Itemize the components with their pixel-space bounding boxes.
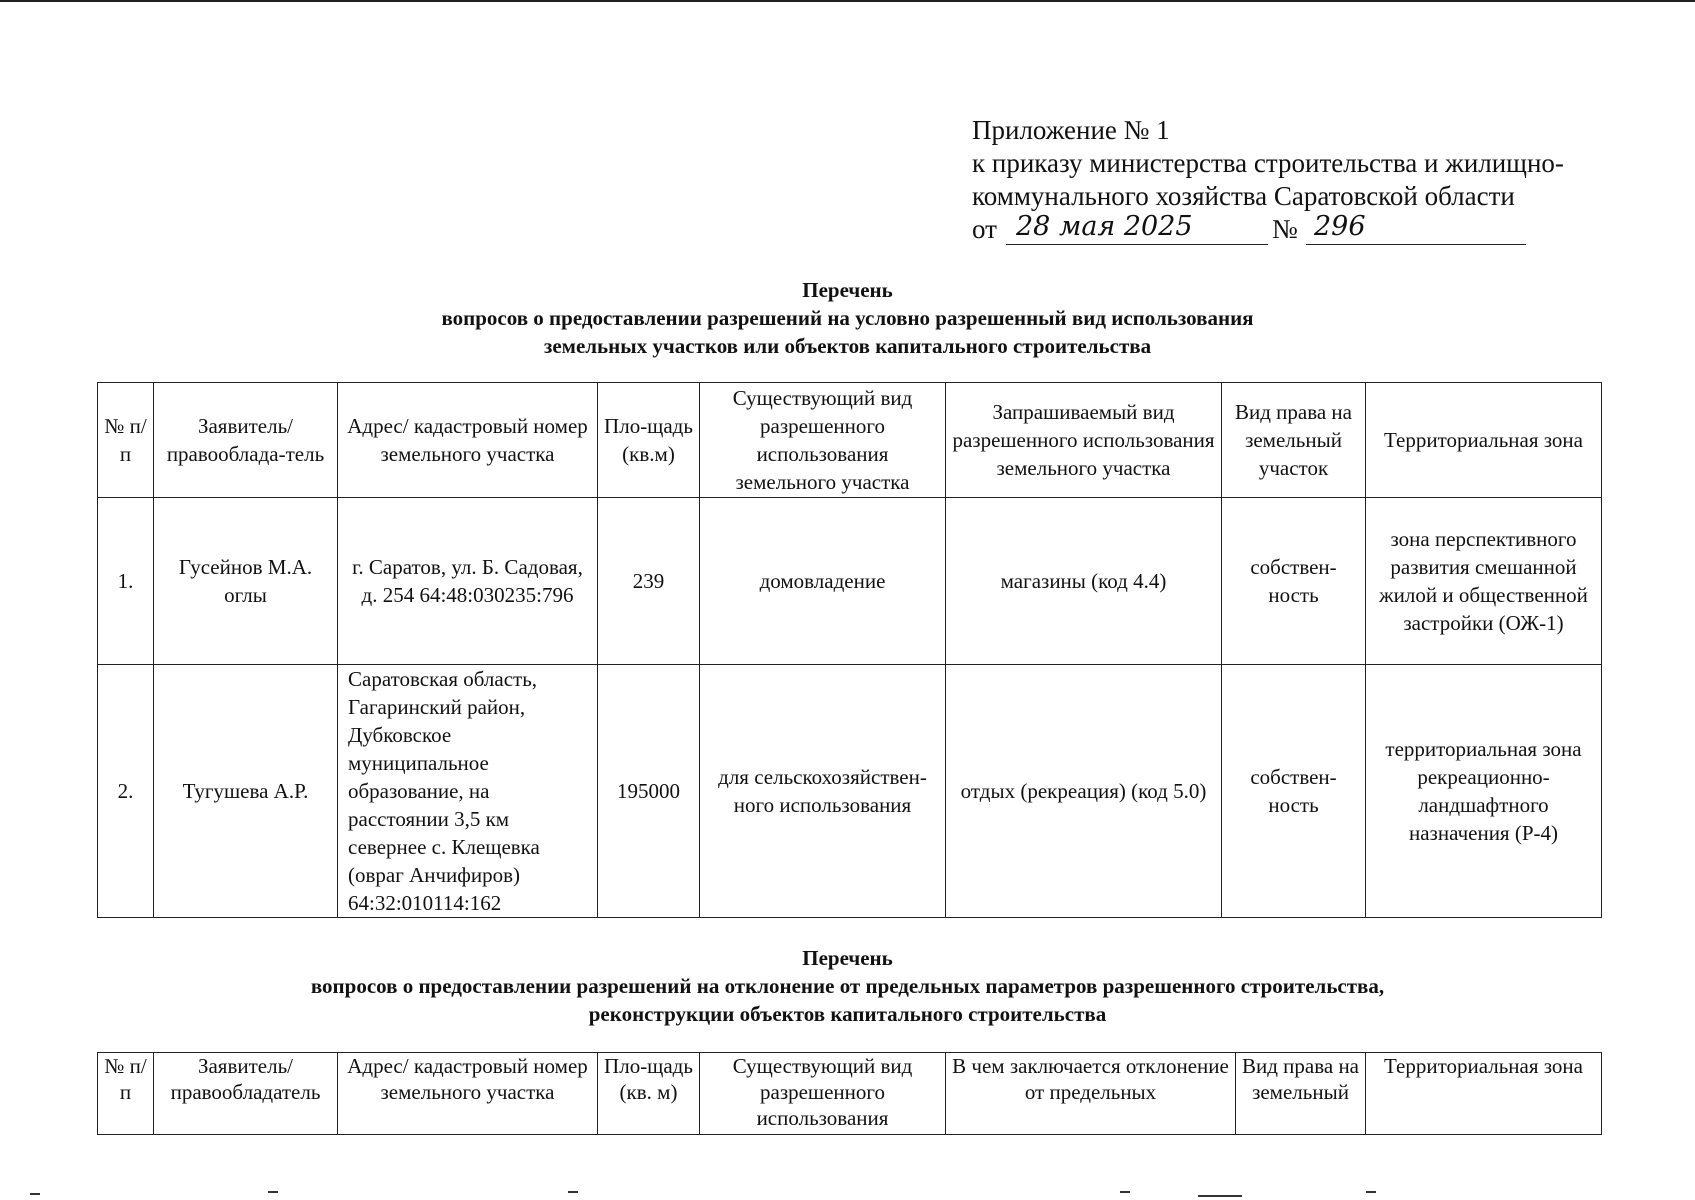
row-area: 195000 [598, 665, 700, 918]
row-address: Саратовская область, Гагаринский район, Дубковское муниципальное образование, на расстоянии 3,5 км севернее с. Клещевка (овраг Анчифиров) 64:32:010114:162 [338, 665, 598, 918]
header-number: № п/п [98, 383, 154, 498]
deviation-table [97, 1052, 1602, 1135]
number-prefix: № [1272, 214, 1298, 244]
scan-artifact [1366, 1191, 1376, 1193]
row-right-type: собствен-ность [1222, 498, 1366, 665]
annex-date-number-row [972, 213, 1632, 249]
section1-subtitle-line1: вопросов о предоставлении разрешений на условно разрешенный вид использования [441, 306, 1254, 330]
header-existing-use: Существующий вид разрешенного использования земельного участка [700, 383, 946, 498]
scan-artifact [30, 1193, 40, 1195]
date-prefix: от [972, 214, 997, 244]
section1-title: Перечень [802, 278, 893, 302]
header-applicant: Заявитель/ правообладатель [154, 1053, 338, 1135]
row-requested-use: магазины (код 4.4) [946, 498, 1222, 665]
row-existing-use: для сельскохозяйствен-ного использования [700, 665, 946, 918]
header-number: № п/п [98, 1053, 154, 1135]
row-address: г. Саратов, ул. Б. Садовая, д. 254 64:48:030235:796 [338, 498, 598, 665]
row-zone: территориальная зона рекреационно-ландшафтного назначения (Р-4) [1366, 665, 1602, 918]
row-applicant: Тугушева А.Р. [154, 665, 338, 918]
row-right-type: собствен-ность [1222, 665, 1366, 918]
table-row [98, 665, 1602, 918]
section1-subtitle-line2: земельных участков или объектов капитального строительства [543, 334, 1152, 358]
header-area: Пло-щадь (кв.м) [598, 383, 700, 498]
section2-heading [0, 944, 1695, 1028]
handwritten-number: 296 [1306, 213, 1526, 245]
section2-subtitle-line2: реконструкции объектов капитального строительства [588, 1002, 1107, 1026]
conditional-use-table [97, 382, 1602, 918]
header-zone: Территориальная зона [1366, 383, 1602, 498]
annex-order-line2: коммунального хозяйства Саратовской области [972, 181, 1515, 211]
header-address: Адрес/ кадастровый номер земельного участка [338, 1053, 598, 1135]
header-applicant: Заявитель/ правооблада-тель [154, 383, 338, 498]
header-deviation: В чем заключается отклонение от предельных [946, 1053, 1236, 1135]
row-number: 2. [98, 665, 154, 918]
header-requested-use: Запрашиваемый вид разрешенного использования земельного участка [946, 383, 1222, 498]
table-row [98, 498, 1602, 665]
header-right-type: Вид права на земельный участок [1222, 383, 1366, 498]
header-existing-use: Существующий вид разрешенного использования [700, 1053, 946, 1135]
annex-order-line1: к приказу министерства строительства и жилищно- [972, 148, 1564, 178]
handwritten-date: 28 мая 2025 [1006, 213, 1268, 245]
table-header-row [98, 1053, 1602, 1135]
scan-artifact [568, 1191, 578, 1193]
row-number: 1. [98, 498, 154, 665]
row-area: 239 [598, 498, 700, 665]
scan-artifact [268, 1191, 278, 1193]
annex-block [972, 114, 1632, 249]
section2-title: Перечень [802, 946, 893, 970]
header-right-type: Вид права на земельный [1236, 1053, 1366, 1135]
header-address: Адрес/ кадастровый номер земельного участка [338, 383, 598, 498]
header-area: Пло-щадь (кв. м) [598, 1053, 700, 1135]
section1-heading [0, 276, 1695, 360]
annex-title: Приложение № 1 [972, 115, 1170, 145]
scan-artifact [1198, 1195, 1242, 1197]
row-applicant: Гусейнов М.А. оглы [154, 498, 338, 665]
table-header-row [98, 383, 1602, 498]
row-requested-use: отдых (рекреация) (код 5.0) [946, 665, 1222, 918]
row-zone: зона перспективного развития смешанной жилой и общественной застройки (ОЖ-1) [1366, 498, 1602, 665]
section2-subtitle-line1: вопросов о предоставлении разрешений на отклонение от предельных параметров разрешенного строительства, [310, 974, 1385, 998]
header-zone: Территориальная зона [1366, 1053, 1602, 1135]
row-existing-use: домовладение [700, 498, 946, 665]
scan-artifact [1120, 1191, 1130, 1193]
page-top-border [0, 0, 1695, 2]
